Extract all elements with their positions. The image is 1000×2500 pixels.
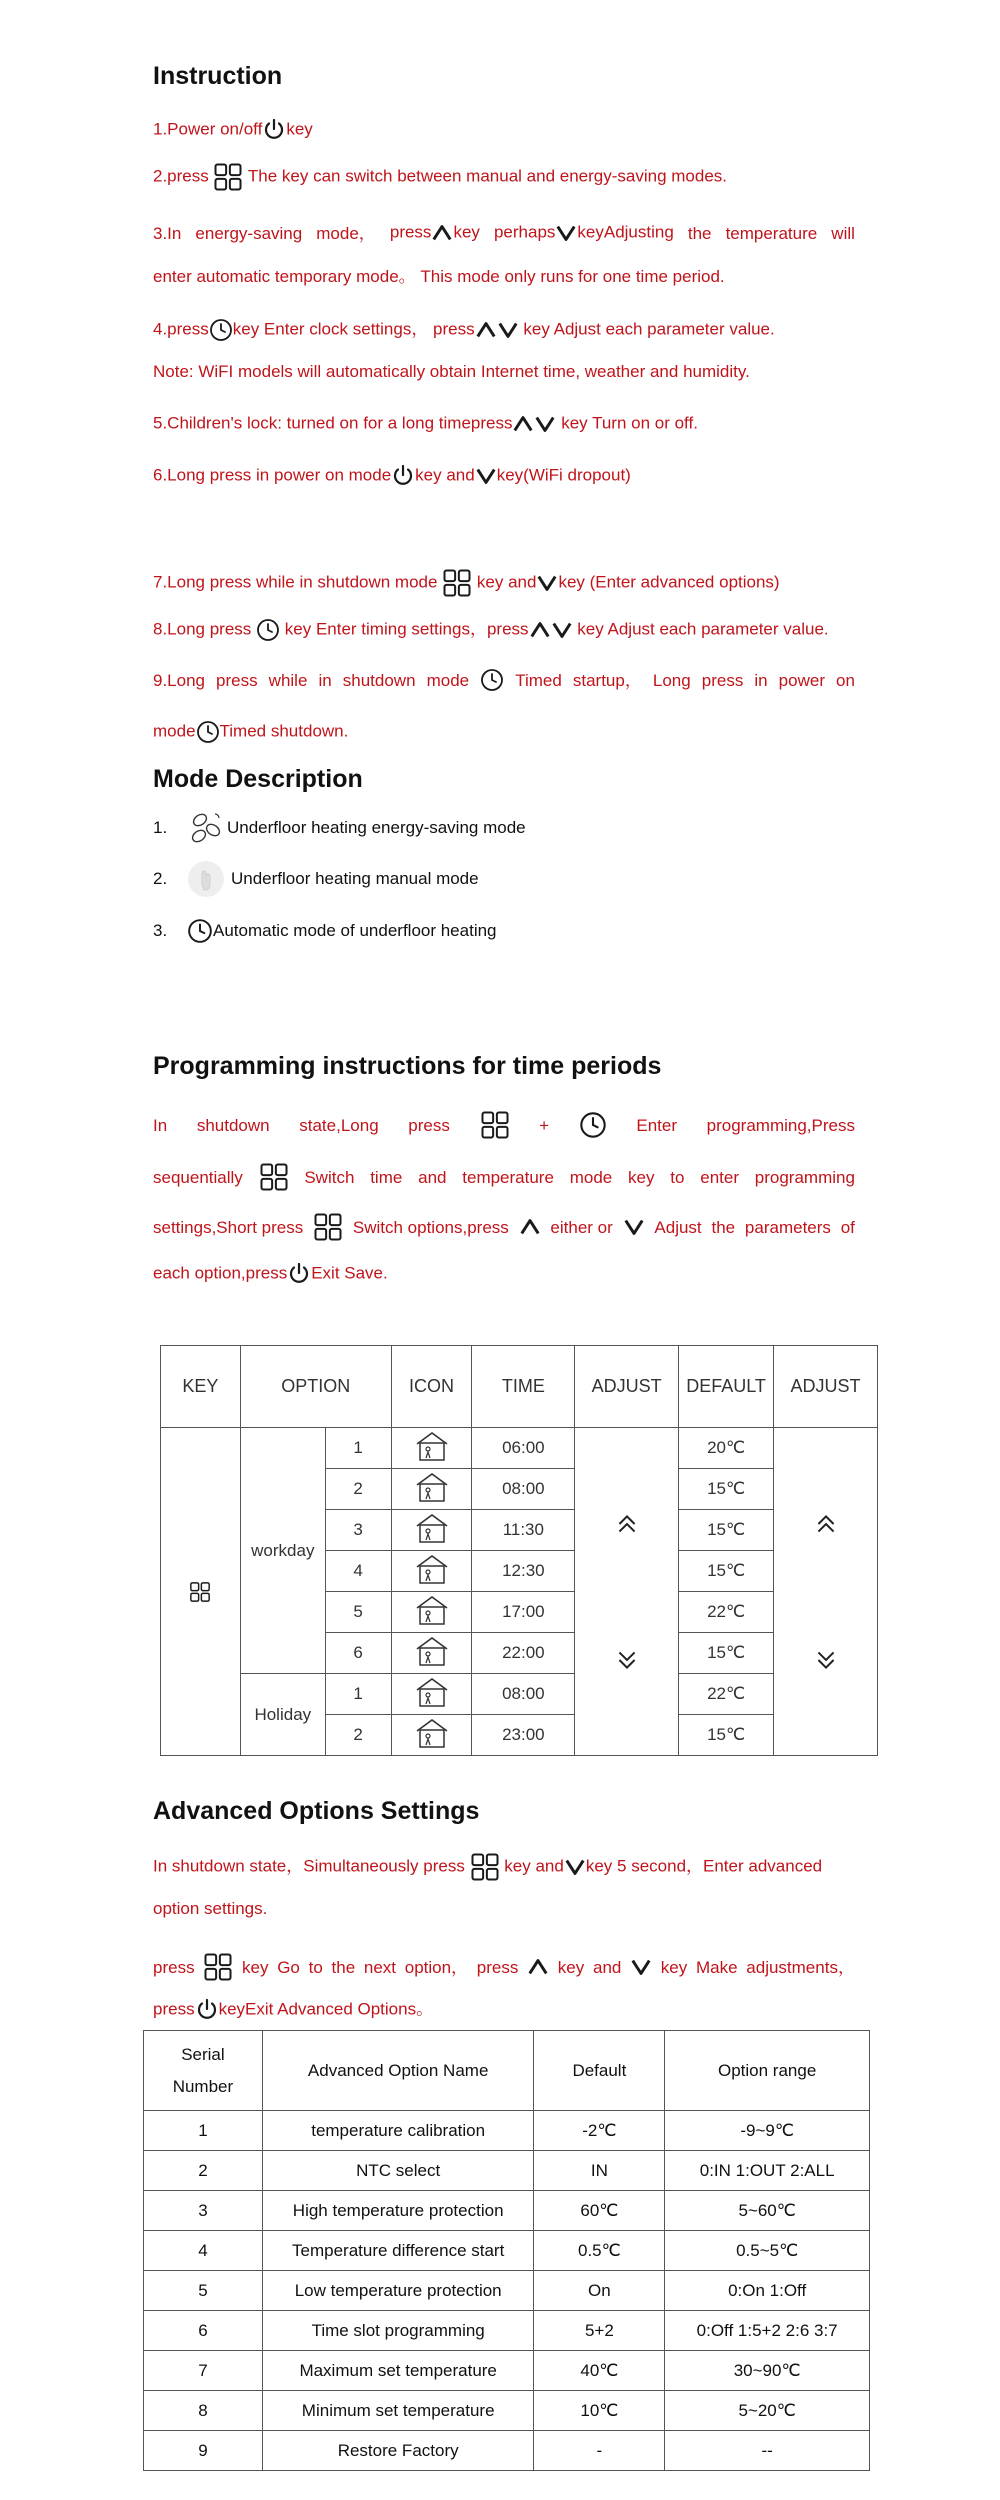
header-serial-line-1: Serial — [181, 2044, 225, 2064]
up-arrow-icon — [431, 222, 453, 244]
grid-key-icon — [213, 162, 243, 192]
programming-line-4: each option,press Exit Save. — [153, 1262, 388, 1286]
default-value: 20℃ — [679, 1428, 774, 1469]
clock-icon — [196, 720, 220, 744]
table-row — [144, 2431, 870, 2471]
grid-key-icon — [470, 1852, 500, 1882]
down-arrow-icon — [551, 619, 573, 641]
advanced-line-3: press keyExit Advanced Options。 — [153, 1998, 433, 2022]
instruction-line-7: 7.Long press while in shutdown mode key and key (Enter advanced options) — [153, 568, 780, 598]
clock-icon — [480, 668, 504, 692]
header-option-name: Advanced Option Name — [262, 2031, 534, 2111]
default-cell: 10℃ — [534, 2391, 665, 2431]
table-row — [144, 2351, 870, 2391]
serial-cell: 4 — [144, 2231, 263, 2271]
option-name-cell: NTC select — [262, 2151, 534, 2191]
programming-title: Programming instructions for time periods — [153, 1052, 662, 1080]
advanced-title: Advanced Options Settings — [153, 1797, 480, 1825]
time-value: 08:00 — [472, 1674, 575, 1715]
range-cell: 0.5~5℃ — [665, 2231, 870, 2271]
grid-key-icon — [203, 1952, 233, 1982]
up-down-arrows-icon — [512, 413, 534, 435]
house-icon — [391, 1592, 472, 1633]
table-row — [144, 2151, 870, 2191]
option-name-cell: Restore Factory — [262, 2431, 534, 2471]
double-down-icon — [614, 1647, 640, 1673]
table-row — [144, 2271, 870, 2311]
instruction-title: Instruction — [153, 62, 283, 90]
clock-icon — [209, 318, 233, 342]
option-name-cell: temperature calibration — [262, 2111, 534, 2151]
adjust-cell-2 — [774, 1428, 878, 1756]
default-value: 15℃ — [679, 1510, 774, 1551]
option-name-cell: Minimum set temperature — [262, 2391, 534, 2431]
time-value: 17:00 — [472, 1592, 575, 1633]
instruction-line-2: 2.press The key can switch between manual and energy-saving modes. — [153, 162, 727, 192]
instruction-line-9b: mode Timed shutdown. — [153, 720, 348, 744]
up-down-arrows-icon — [475, 319, 497, 341]
holiday-label: Holiday — [240, 1674, 325, 1756]
down-arrow-icon — [555, 222, 577, 244]
header-serial-number — [144, 2031, 263, 2111]
table-row — [144, 2391, 870, 2431]
header-option: OPTION — [240, 1346, 391, 1428]
serial-cell: 6 — [144, 2311, 263, 2351]
up-down-arrows-icon — [529, 619, 551, 641]
range-cell: 5~60℃ — [665, 2191, 870, 2231]
serial-cell: 7 — [144, 2351, 263, 2391]
serial-cell: 9 — [144, 2431, 263, 2471]
time-value: 12:30 — [472, 1551, 575, 1592]
down-arrow-icon — [534, 413, 556, 435]
row-number: 3 — [325, 1510, 391, 1551]
time-value: 08:00 — [472, 1469, 575, 1510]
instruction-note: Note: WiFI models will automatically obtain Internet time, weather and humidity. — [153, 362, 750, 381]
default-value: 15℃ — [679, 1551, 774, 1592]
instruction-line-5: 5.Children's lock: turned on for a long timepress key Turn on or off. — [153, 413, 698, 435]
range-cell: -9~9℃ — [665, 2111, 870, 2151]
time-value: 11:30 — [472, 1510, 575, 1551]
header-default: DEFAULT — [679, 1346, 774, 1428]
leaf-icon — [187, 808, 225, 848]
serial-cell: 3 — [144, 2191, 263, 2231]
grid-key-icon — [313, 1212, 343, 1242]
grid-key-icon — [259, 1162, 289, 1192]
down-arrow-icon — [497, 319, 519, 341]
range-cell: 0:On 1:Off — [665, 2271, 870, 2311]
serial-cell: 2 — [144, 2151, 263, 2191]
advanced-options-table — [143, 2030, 870, 2471]
grid-key-icon — [442, 568, 472, 598]
instruction-line-4: 4.press key Enter clock settings， press key Adjust each parameter value. — [153, 318, 775, 342]
range-cell: 5~20℃ — [665, 2391, 870, 2431]
house-icon — [391, 1633, 472, 1674]
advanced-line-1: In shutdown state，Simultaneously press key and key 5 second，Enter advanced — [153, 1852, 822, 1882]
down-arrow-icon — [475, 465, 497, 487]
instruction-line-3: 3.In energy-saving mode， press key perhaps keyAdjusting the temperature will — [153, 222, 855, 243]
double-down-icon — [813, 1647, 839, 1673]
power-icon — [391, 464, 415, 488]
house-icon — [391, 1674, 472, 1715]
table-row — [144, 2311, 870, 2351]
house-icon — [391, 1510, 472, 1551]
programming-table — [160, 1345, 878, 1756]
default-cell: 5+2 — [534, 2311, 665, 2351]
option-name-cell: High temperature protection — [262, 2191, 534, 2231]
grid-key-icon — [480, 1110, 510, 1140]
row-number: 5 — [325, 1592, 391, 1633]
up-arrow-icon — [527, 1956, 549, 1978]
table-header-row — [144, 2031, 870, 2111]
double-up-icon — [813, 1511, 839, 1537]
option-name-cell: Low temperature protection — [262, 2271, 534, 2311]
serial-cell: 8 — [144, 2391, 263, 2431]
table-row — [144, 2111, 870, 2151]
clock-icon — [256, 618, 280, 642]
range-cell: 30~90℃ — [665, 2351, 870, 2391]
header-key: KEY — [161, 1346, 241, 1428]
table-row — [161, 1428, 878, 1469]
clock-icon — [187, 918, 213, 944]
row-number: 2 — [325, 1715, 391, 1756]
power-icon — [287, 1262, 311, 1286]
range-cell: -- — [665, 2431, 870, 2471]
instruction-line-3b: enter automatic temporary mode。 This mode only runs for one time period. — [153, 267, 725, 286]
power-icon — [262, 118, 286, 142]
mode-description-title: Mode Description — [153, 765, 363, 793]
down-arrow-icon — [623, 1216, 645, 1238]
default-cell: - — [534, 2431, 665, 2471]
serial-cell: 5 — [144, 2271, 263, 2311]
range-cell: 0:Off 1:5+2 2:6 3:7 — [665, 2311, 870, 2351]
mode-item-3: 3. Automatic mode of underfloor heating — [153, 918, 497, 944]
row-number: 2 — [325, 1469, 391, 1510]
down-arrow-icon — [536, 572, 558, 594]
time-value: 23:00 — [472, 1715, 575, 1756]
header-serial-line-2: Number — [172, 2076, 234, 2096]
row-number: 1 — [325, 1674, 391, 1715]
default-cell: On — [534, 2271, 665, 2311]
table-row — [161, 1674, 878, 1715]
adjust-cell — [575, 1428, 679, 1756]
hand-icon — [187, 860, 225, 898]
serial-cell: 1 — [144, 2111, 263, 2151]
advanced-line-1b: option settings. — [153, 1899, 268, 1918]
up-arrow-icon — [519, 1216, 541, 1238]
advanced-line-2: press key Go to the next option， press key and key Make adjustments， — [153, 1952, 855, 1982]
option-name-cell: Time slot programming — [262, 2311, 534, 2351]
header-time: TIME — [472, 1346, 575, 1428]
table-row — [144, 2191, 870, 2231]
row-number: 4 — [325, 1551, 391, 1592]
table-row — [144, 2231, 870, 2271]
programming-line-1: In shutdown state,Long press + Enter programming,Press — [153, 1110, 855, 1140]
range-cell: 0:IN 1:OUT 2:ALL — [665, 2151, 870, 2191]
instruction-line-1: 1.Power on/off key — [153, 118, 313, 142]
double-up-icon — [614, 1511, 640, 1537]
down-arrow-icon — [564, 1856, 586, 1878]
default-value: 22℃ — [679, 1674, 774, 1715]
time-value: 06:00 — [472, 1428, 575, 1469]
instruction-line-8: 8.Long press key Enter timing settings，press key Adjust each parameter value. — [153, 618, 829, 642]
house-icon — [391, 1469, 472, 1510]
header-icon: ICON — [391, 1346, 472, 1428]
default-cell: 40℃ — [534, 2351, 665, 2391]
clock-icon — [579, 1111, 607, 1139]
down-arrow-icon — [630, 1956, 652, 1978]
mode-item-1: 1. Underfloor heating energy-saving mode — [153, 808, 526, 848]
key-cell — [161, 1428, 241, 1756]
row-number: 6 — [325, 1633, 391, 1674]
header-option-range: Option range — [665, 2031, 870, 2111]
default-value: 15℃ — [679, 1633, 774, 1674]
house-icon — [391, 1428, 472, 1469]
option-name-cell: Maximum set temperature — [262, 2351, 534, 2391]
programming-line-2: sequentially Switch time and temperature mode key to enter programming — [153, 1162, 855, 1192]
table-header-row — [161, 1346, 878, 1428]
mode-item-2: 2. Underfloor heating manual mode — [153, 860, 479, 898]
option-name-cell: Temperature difference start — [262, 2231, 534, 2271]
house-icon — [391, 1715, 472, 1756]
workday-label: workday — [240, 1428, 325, 1674]
row-number: 1 — [325, 1428, 391, 1469]
header-adjust-2: ADJUST — [774, 1346, 878, 1428]
header-default: Default — [534, 2031, 665, 2111]
time-value: 22:00 — [472, 1633, 575, 1674]
programming-line-3: settings,Short press Switch options,press either or Adjust the parameters of — [153, 1212, 855, 1242]
power-icon — [195, 1998, 219, 2022]
default-value: 15℃ — [679, 1715, 774, 1756]
house-icon — [391, 1551, 472, 1592]
default-cell: -2℃ — [534, 2111, 665, 2151]
default-cell: 0.5℃ — [534, 2231, 665, 2271]
instruction-line-6: 6.Long press in power on mode key and key(WiFi dropout) — [153, 464, 631, 488]
header-adjust: ADJUST — [575, 1346, 679, 1428]
default-cell: IN — [534, 2151, 665, 2191]
grid-key-icon — [189, 1581, 211, 1603]
default-value: 15℃ — [679, 1469, 774, 1510]
instruction-line-9: 9.Long press while in shutdown mode Timed startup， Long press in power on — [153, 668, 855, 692]
default-value: 22℃ — [679, 1592, 774, 1633]
default-cell: 60℃ — [534, 2191, 665, 2231]
